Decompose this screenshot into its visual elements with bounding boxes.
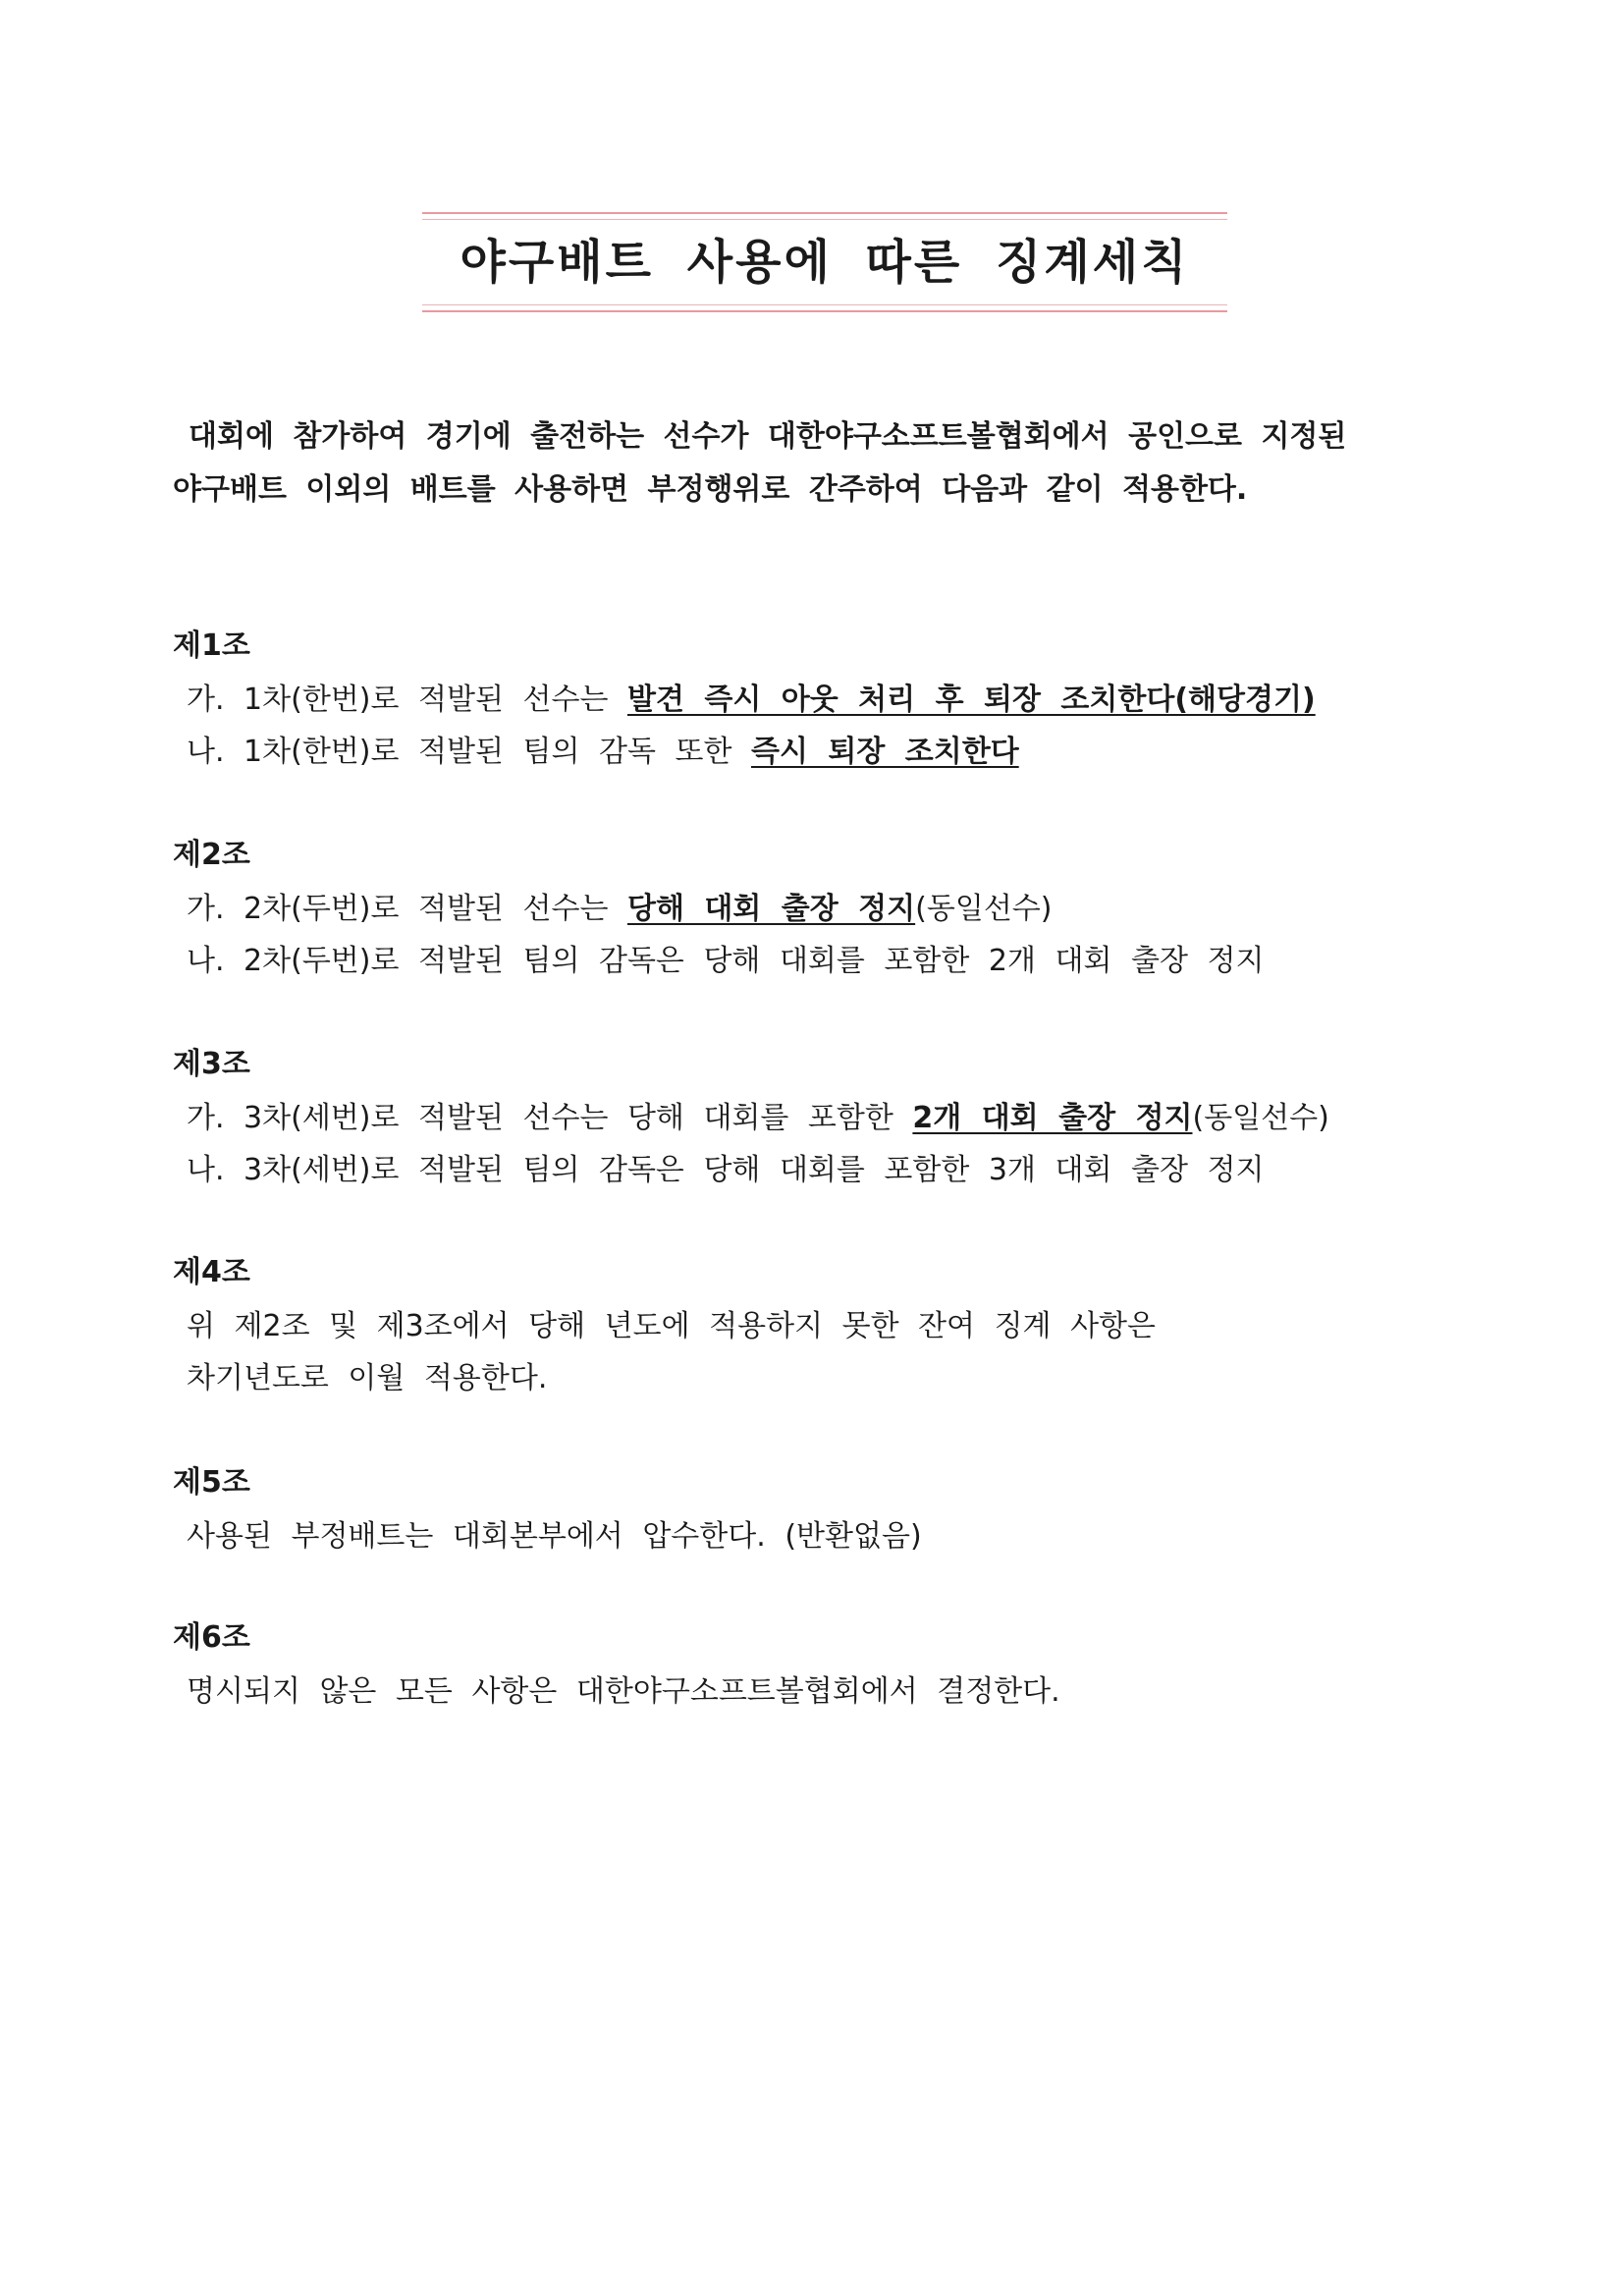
item-text: 차기년도로 이월 적용한다.	[187, 1361, 548, 1395]
item-emphasis: 2개 대회 출장 정지	[912, 1101, 1193, 1135]
item-emphasis: 즉시 퇴장 조치한다	[750, 735, 1019, 769]
article-title: 제1조	[173, 629, 250, 663]
article-item	[173, 935, 1449, 987]
item-text: 명시되지 않은 모든 사항은 대한야구소프트볼협회에서 결정한다.	[187, 1674, 1060, 1709]
article-item	[173, 1352, 1449, 1404]
article-item	[173, 1300, 1449, 1352]
title-bottom-rule-thin	[422, 304, 1227, 305]
article-item	[173, 1666, 1449, 1718]
article-item	[173, 1510, 1449, 1562]
intro-line-1: 대회에 참가하여 경기에 출전하는 선수가 대한야구소프트볼협회에서 공인으로 지정된	[189, 419, 1347, 454]
article-title: 제2조	[173, 838, 250, 872]
title-top-rule	[422, 212, 1227, 214]
item-text: 가. 3차(세번)로 적발된 선수는 당해 대회를 포함한	[187, 1101, 913, 1135]
article-item	[173, 1144, 1449, 1196]
article-4	[173, 1247, 1449, 1404]
article-title: 제4조	[173, 1255, 250, 1289]
item-emphasis: 발견 즉시 아웃 처리 후 퇴장 조치한다(해당경기)	[626, 683, 1316, 717]
item-text: 위 제2조 및 제3조에서 당해 년도에 적용하지 못한 잔여 징계 사항은	[187, 1309, 1157, 1343]
item-text: 나. 3차(세번)로 적발된 팀의 감독은 당해 대회를 포함한 3개 대회 출장 정지	[187, 1153, 1265, 1187]
item-suffix: (동일선수)	[1192, 1101, 1329, 1135]
item-suffix: (동일선수)	[915, 892, 1053, 926]
article-1	[173, 621, 1449, 778]
title-top-rule-thin	[422, 219, 1227, 220]
intro-paragraph	[173, 410, 1488, 517]
article-title: 제6조	[173, 1620, 250, 1655]
item-text: 사용된 부정배트는 대회본부에서 압수한다. (반환없음)	[187, 1519, 922, 1554]
article-2	[173, 830, 1449, 987]
document-title: 야구배트 사용에 따른 징계세칙	[460, 235, 1190, 290]
article-3	[173, 1039, 1449, 1196]
article-5	[173, 1457, 1449, 1562]
title-bottom-rule	[422, 310, 1227, 312]
item-text: 나. 1차(한번)로 적발된 팀의 감독 또한	[187, 735, 751, 769]
article-item	[173, 674, 1449, 726]
article-item	[173, 1092, 1449, 1144]
intro-line-2: 야구배트 이외의 배트를 사용하면 부정행위로 간주하여 다음과 같이 적용한다.	[173, 472, 1248, 507]
item-text: 가. 2차(두번)로 적발된 선수는	[187, 892, 627, 926]
article-item	[173, 883, 1449, 935]
article-item	[173, 726, 1449, 778]
article-title: 제5조	[173, 1465, 250, 1500]
item-text: 가. 1차(한번)로 적발된 선수는	[187, 683, 627, 717]
article-6	[173, 1613, 1449, 1718]
item-text: 나. 2차(두번)로 적발된 팀의 감독은 당해 대회를 포함한 2개 대회 출장 정지	[187, 944, 1265, 978]
article-title: 제3조	[173, 1047, 250, 1081]
item-emphasis: 당해 대회 출장 정지	[626, 892, 916, 926]
